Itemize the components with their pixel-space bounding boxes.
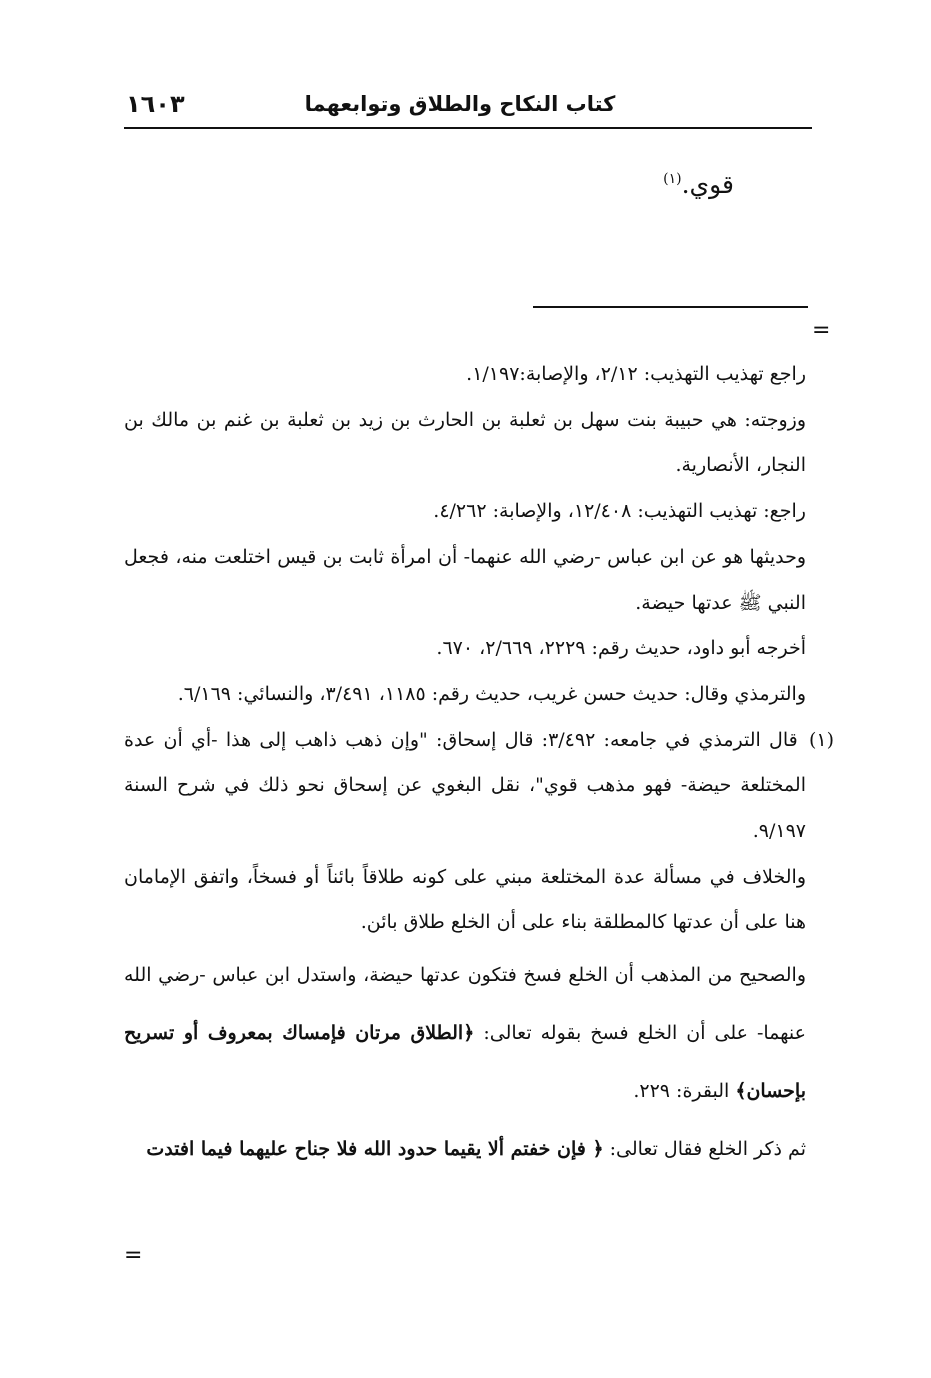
footnote-1-paragraph (124, 718, 834, 855)
continuation-mark-top: = (812, 318, 831, 343)
footnote-text: البقرة: ٢٢٩. (633, 1080, 736, 1103)
body-word: قوي. (681, 170, 734, 199)
footnote-reference: (١) (663, 171, 682, 187)
footnote-number: (١) (808, 728, 834, 751)
header-rule (124, 127, 812, 129)
footnote-paragraph (124, 1120, 806, 1178)
footnote-separator (533, 306, 808, 308)
quran-verse: ﴿الطلاق مرتان فإمساك بمعروف أو تسريح بإحسان﴾ (124, 1022, 806, 1103)
running-header-title: كتاب النكاح والطلاق وتوابعهما (304, 92, 616, 116)
footnote-line: راجع تهذيب التهذيب: ٢/١٢، والإصابة:١/١٩٧. (466, 363, 806, 385)
continuation-mark-bottom: = (124, 1243, 143, 1268)
footnote-paragraph (124, 946, 806, 1120)
footnote-text: والصحيح من المذهب أن الخلع فسخ فتكون عدتها حيضة، واستدل ابن عباس -رضي الله عنهما- على أن الخلع فسخ بقوله تعالى: (124, 964, 806, 1045)
page-number: ١٦٠٣ (126, 90, 185, 118)
footnote-text: ثم ذكر الخلع فقال تعالى: (603, 1138, 806, 1161)
footnote-paragraph: والخلاف في مسألة عدة المختلعة مبني على كونه طلاقاً بائناً أو فسخاً، واتفق الإمامان هنا على أن عدتها كالمطلقة بناء على أن الخلع طلاق بائن. (124, 865, 806, 934)
footnote-line: والترمذي وقال: حديث حسن غريب، حديث رقم: ١١٨٥، ٣/٤٩١، والنسائي: ٦/١٦٩. (177, 682, 806, 705)
quran-verse: ﴿ فإن خفتم ألا يقيما حدود الله فلا جناح عليهما فيما افتدت (146, 1138, 604, 1161)
footnote-line: وحديثها هو عن ابن عباس -رضي الله عنهما- أن امرأة ثابت بن قيس اختلعت منه، فجعل النبي ﷺ عدتها حيضة. (124, 545, 806, 614)
body-text (663, 170, 734, 199)
footnote-text: قال الترمذي في جامعه: ٣/٤٩٢: قال إسحاق: "وإن ذهب ذاهب إلى هذا -أي أن عدة المختلعة حيضة- فهو مذهب قوي"، نقل البغوي عن إسحاق نحو ذلك في شرح السنة ٩/١٩٧. (124, 728, 806, 843)
footnote-line: وزوجته: هي حبيبة بنت سهل بن ثعلبة بن الحارث بن زيد بن ثعلبة بن غنم بن مالك بن النجار، الأنصارية. (124, 408, 806, 477)
footnotes-block (124, 352, 834, 1178)
footnote-line: راجع: تهذيب التهذيب: ١٢/٤٠٨، والإصابة: ٤/٢٦٢. (433, 500, 806, 523)
footnote-line: أخرجه أبو داود، حديث رقم: ٢٢٢٩، ٢/٦٦٩، ٦٧٠. (436, 637, 806, 660)
